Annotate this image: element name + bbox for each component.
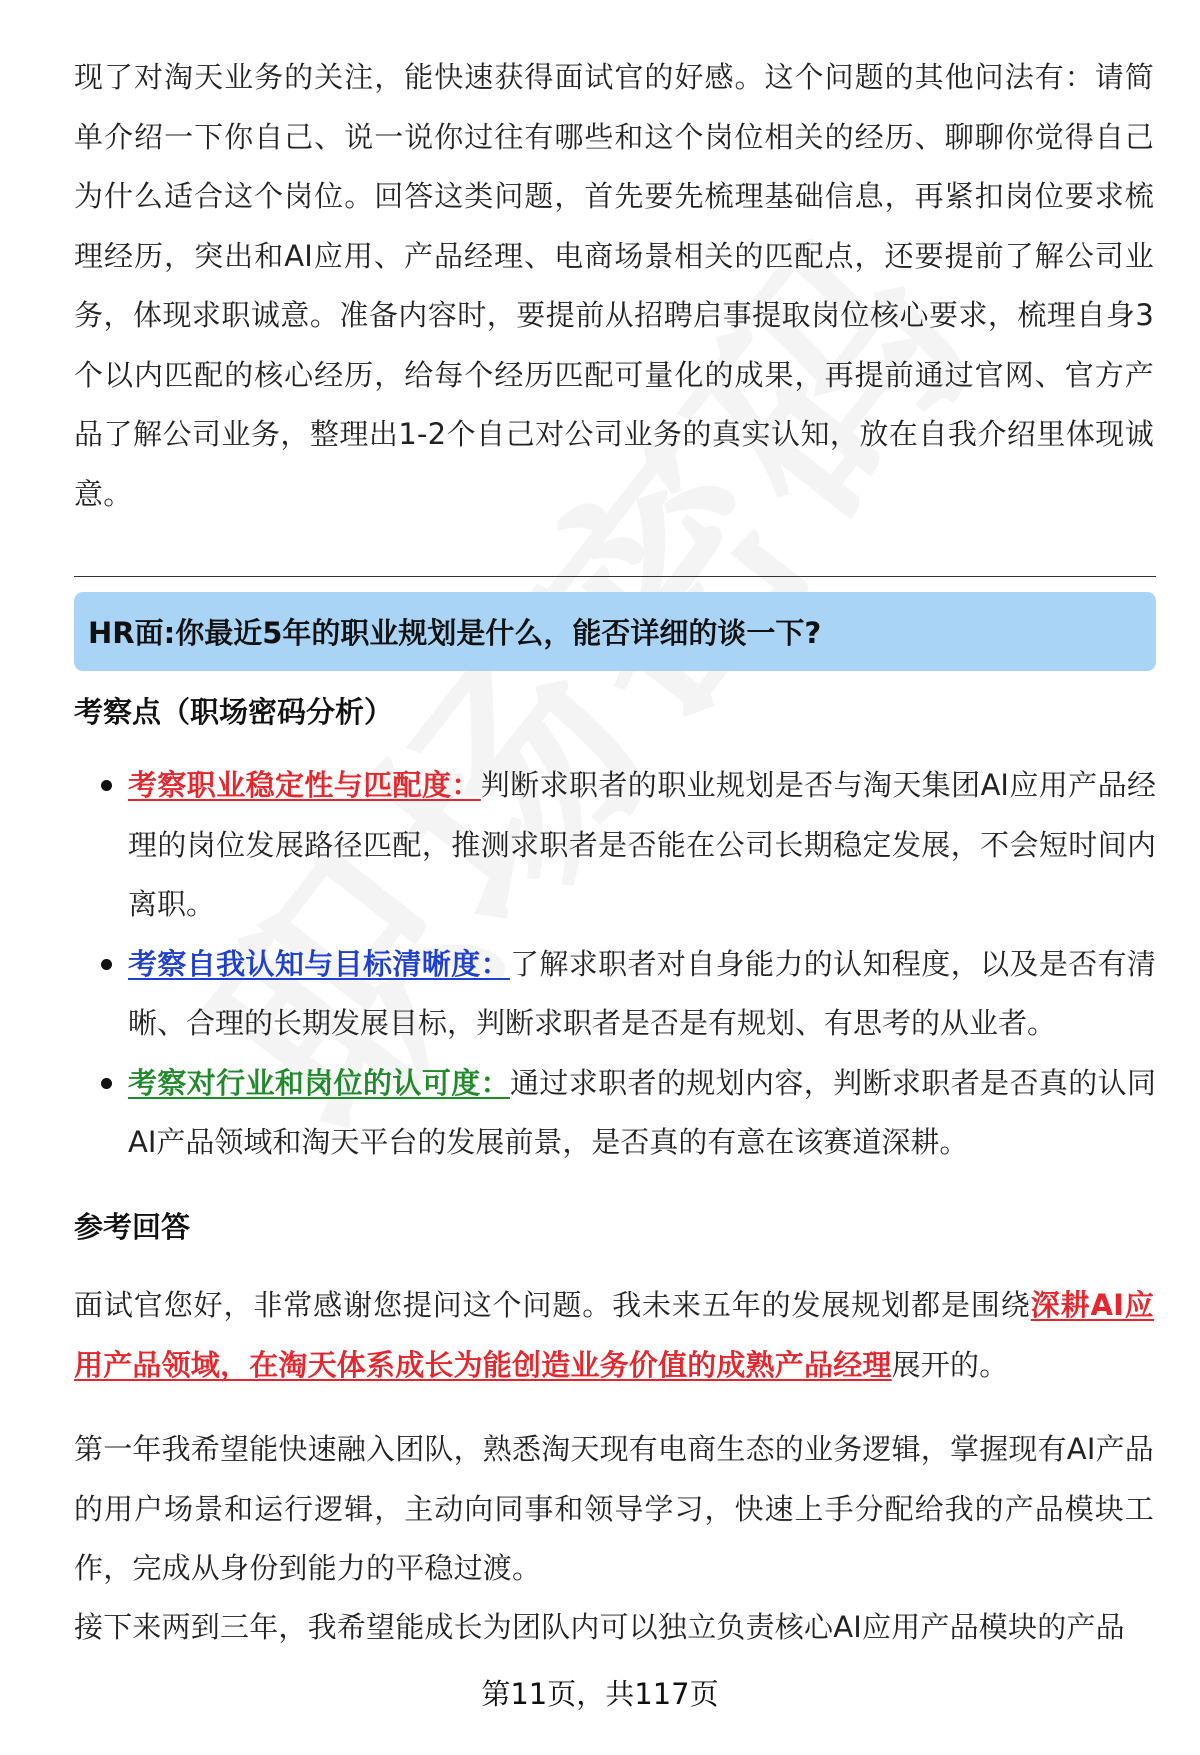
bullet-dot-icon [101,1078,112,1089]
bullet-dot-icon [101,780,112,791]
answer-highlight: 深耕AI应用产品领域，在淘天体系成长为能创造业务价值的成熟产品经理 [74,1288,1155,1382]
assessment-text: 了解求职者对自身能力的认知程度，以及是否有清晰、合理的长期发展目标，判断求职者是否是有规划、有思考的从业者。 [128,946,1156,1040]
assessment-item [74,756,1156,935]
assessment-tag: 考察对行业和岗位的认可度： [128,1065,510,1100]
page-footer: 第11页，共117页 [481,1677,719,1711]
question-text: HR面:你最近5年的职业规划是什么，能否详细的谈一下? [88,616,822,650]
answer-paragraph-2: 第一年我希望能快速融入团队，熟悉淘天现有电商生态的业务逻辑，掌握现有AI产品的用户场景和运行逻辑，主动向同事和领导学习，快速上手分配给我的产品模块工作，完成从身份到能力的平稳过渡。 [74,1432,1154,1585]
answer-paragraph-3: 接下来两到三年，我希望能成长为团队内可以独立负责核心AI应用产品模块的产品 [74,1610,1125,1644]
intro-paragraph: 现了对淘天业务的关注，能快速获得面试官的好感。这个问题的其他问法有：请简单介绍一下你自己、说一说你过往有哪些和这个岗位相关的经历、聊聊你觉得自己为什么适合这个岗位。回答这类问题，首先要先梳理基础信息，再紧扣岗位要求梳理经历，突出和AI应用、产品经理、电商场景相关的匹配点，还要提前了解公司业务，体现求职诚意。准备内容时，要提前从招聘启事提取岗位核心要求，梳理自身3个以内匹配的核心经历，给每个经历匹配可量化的成果，再提前通过官网、官方产品了解公司业务，整理出1-2个自己对公司业务的真实认知，放在自我介绍里体现诚意。 [74,60,1154,511]
assessment-text: 判断求职者的职业规划是否与淘天集团AI应用产品经理的岗位发展路径匹配，推测求职者是否能在公司长期稳定发展，不会短时间内离职。 [128,768,1156,921]
assessment-text: 通过求职者的规划内容，判断求职者是否真的认同AI产品领域和淘天平台的发展前景，是否真的有意在该赛道深耕。 [128,1065,1156,1159]
assessment-heading: 考察点（职场密码分析） [74,695,394,729]
assessment-item [74,1054,1156,1173]
assessment-tag: 考察自我认知与目标清晰度： [128,946,510,981]
answer-text-before: 面试官您好，非常感谢您提问这个问题。我未来五年的发展规划都是围绕 [74,1288,1031,1322]
answer-paragraph-1 [74,1276,1154,1395]
answer-text-after: 展开的。 [891,1347,1009,1382]
question-banner [74,592,1156,671]
assessment-item [74,935,1156,1054]
assessment-list [74,756,1156,1173]
reference-heading: 参考回答 [74,1210,191,1244]
assessment-tag: 考察职业稳定性与匹配度： [128,768,481,802]
bullet-dot-icon [101,959,112,970]
section-divider [74,576,1156,577]
